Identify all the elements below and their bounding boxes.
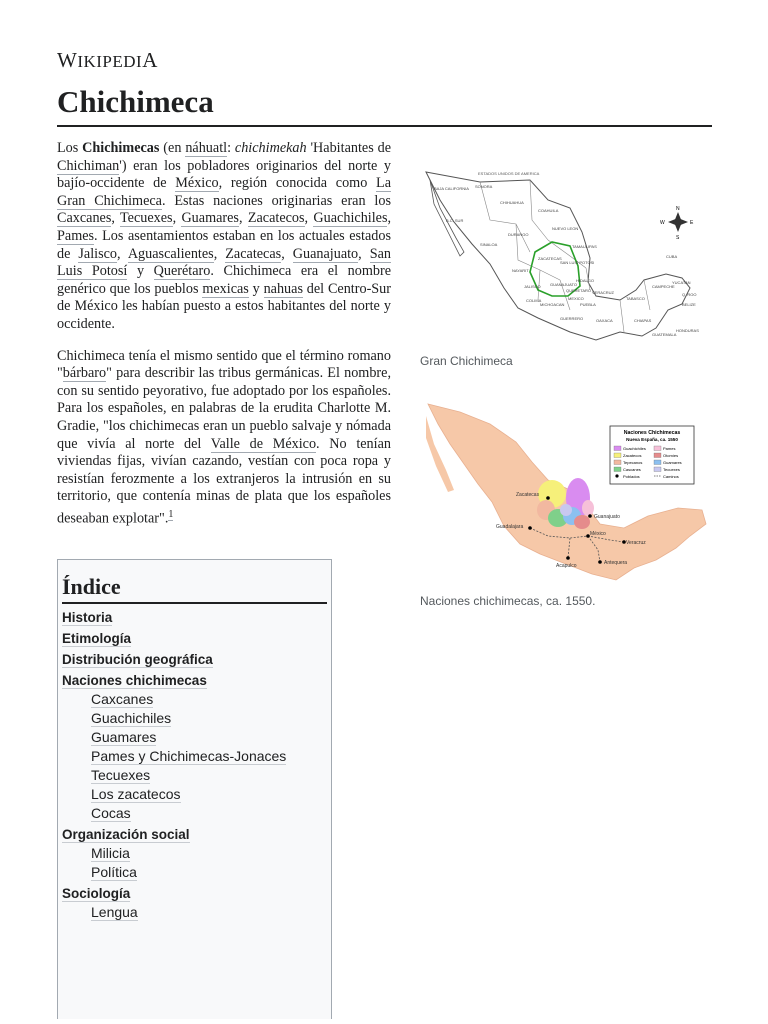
city-mexico: México (590, 531, 606, 537)
legend-swatch (614, 467, 621, 472)
label-zacatecas: ZACATECAS (538, 256, 562, 261)
legend-swatch (654, 446, 661, 451)
label-durango: DURANGO (508, 232, 529, 237)
figure-naciones-chichimecas (420, 398, 710, 608)
page-title: Chichimeca (57, 84, 214, 119)
label-guatemala: GUATEMALA (652, 332, 677, 337)
legend-swatch (614, 460, 621, 465)
label-tamaulipas: TAMAULIPAS (572, 244, 597, 249)
toc-item-lengua[interactable]: Lengua (91, 904, 138, 920)
legend-swatch (654, 467, 661, 472)
link-zacatecos[interactable]: Zacatecos (247, 210, 305, 227)
toc-title: Índice (62, 574, 327, 604)
link-mexicas[interactable]: mexicas (202, 280, 249, 297)
city-guadalajara: Guadalajara (496, 524, 524, 530)
region-tecuexes (560, 504, 572, 516)
toc-item-organizacion[interactable]: Organización social (62, 827, 190, 842)
city-antequera: Antequera (604, 560, 628, 566)
toc-item-guachichiles[interactable]: Guachichiles (91, 710, 172, 726)
legend-swatch (654, 453, 661, 458)
wordmark-last: A (142, 48, 158, 72)
toc-item-distribucion[interactable]: Distribución geográfica (62, 652, 213, 667)
paragraph-2: Chichimeca tenía el mismo sentido que el término romano "bárbaro" para describir las tribus germánicas. El nombre, con su sentido peyorativo, fue adoptado por los españoles. Para los españoles, en palabras de la erudita Charlotte M. Gradie, "los chichimecas eran un pueblo salvaje y nómada que vivía al norte del Valle de México. No tenían viviendas fijas, vivían cazando, vestían con poca ropa y resistían ferozmente a los extranjeros la intrusión en su territorio, que contenía minas de plata que los españoles deseaban explotar".$^1$ (57, 347, 391, 527)
label-sinaloa: SINALOA (480, 242, 498, 247)
legend-title-2: Nueva España, ca. 1550 (626, 437, 678, 442)
toc-item-etimologia[interactable]: Etimología (62, 631, 132, 646)
naciones-chichimecas-map[interactable] (420, 398, 710, 584)
label-yucatan: YUCATAN (672, 280, 691, 285)
toc-item-politica[interactable]: Política (91, 864, 137, 880)
toc-item-zacatecos[interactable]: Los zacatecos (91, 786, 181, 802)
label-oaxaca: OAXACA (596, 318, 613, 323)
wordmark-first: W (57, 48, 78, 72)
link-pames[interactable]: Pames (57, 227, 95, 244)
figure-caption-1: Gran Chichimeca (420, 354, 513, 368)
link-guanajuato[interactable]: Guanajuato (292, 245, 359, 262)
map-header-label: ESTADOS UNIDOS DE AMERICA (478, 171, 540, 176)
legend-swatch (614, 446, 621, 451)
label-guerrero: GUERRERO (560, 316, 584, 321)
label-campeche: CAMPECHE (652, 284, 675, 289)
toc-item-guamares[interactable]: Guamares (91, 729, 157, 745)
toc-list (62, 610, 327, 920)
link-chichiman[interactable]: Chichiman (57, 157, 120, 174)
link-guachichiles[interactable]: Guachichiles (313, 210, 388, 227)
legend-label: Caminos (663, 474, 679, 479)
label-cuba: CUBA (666, 254, 678, 259)
label-jalisco: JALISCO (524, 284, 541, 289)
city-guanajuato: Guanajuato (594, 514, 620, 520)
table-of-contents (57, 559, 332, 1019)
legend-swatch (614, 453, 621, 458)
legend-swatch (615, 474, 618, 477)
paragraph-1: Los Chichimecas (en náhuatl: chichimekah 'Habitantes de Chichiman') eran los pobladores originarios del norte y bajío-occidente de México, región conocida como La Gran Chichimeca. Estas naciones originarias eran los Caxcanes, Tecuexes, Guamares, Zacatecos, Guachichiles, Pames. Los asentamientos estaban en los actuales estados de Jalisco, Aguascalientes, Zacatecas, Guanajuato, San Luis Potosí y Querétaro. Chichimeca era el nombre genérico que los pueblos mexicas y nahuas del Centro-Sur de México les habían puesto a estos habitantes del norte y occidente. (57, 140, 392, 332)
toc-item-naciones[interactable]: Naciones chichimecas (62, 673, 207, 688)
city-acapulco: Acapulco (556, 563, 577, 569)
label-slp: SAN LUIS POTOSI (560, 260, 595, 265)
legend-label: Tecuexes (663, 467, 680, 472)
compass-w: W (660, 220, 665, 226)
figure-gran-chichimeca (420, 160, 710, 368)
label-sonora: SONORA (475, 184, 493, 189)
link-caxcanes[interactable]: Caxcanes (57, 210, 112, 227)
label-guanajuato: GUANAJUATO (550, 282, 577, 287)
label-chihuahua: CHIHUAHUA (500, 200, 524, 205)
toc-item-caxcanes[interactable]: Caxcanes (91, 691, 154, 707)
figure-caption-2: Naciones chichimecas, ca. 1550. (420, 594, 596, 608)
toc-item-tecuexes[interactable]: Tecuexes (91, 767, 151, 783)
label-nayarit: NAYARIT (512, 268, 529, 273)
link-jalisco[interactable]: Jalisco (78, 245, 118, 262)
city-zacatecas: Zacatecas (516, 492, 540, 498)
bold-term: Chichimecas (82, 140, 160, 156)
link-gran-chichimeca[interactable]: La Gran Chichimeca (57, 175, 391, 209)
region-otomies (574, 515, 590, 529)
title-rule (57, 125, 712, 127)
link-guamares[interactable]: Guamares (181, 210, 239, 227)
toc-item-cocas[interactable]: Cocas (91, 805, 131, 821)
label-tabasco: TABASCO (626, 296, 645, 301)
link-san-luis-potosi[interactable]: San Luis Potosí (57, 245, 391, 280)
label-belize: BELIZE (682, 302, 696, 307)
legend-label: Zacatecos (623, 453, 642, 458)
legend-label: Guamares (663, 460, 682, 465)
legend-label: Poblados (623, 474, 640, 479)
label-nuevo-leon: NUEVO LEON (552, 226, 579, 231)
link-zacatecas[interactable]: Zacatecas (225, 245, 282, 262)
link-nahuas[interactable]: nahuas (263, 280, 303, 297)
gran-chichimeca-map[interactable] (420, 160, 708, 348)
legend-swatch (654, 460, 661, 465)
link-tecuexes[interactable]: Tecuexes (119, 210, 173, 227)
label-veracruz: VERACRUZ (592, 290, 615, 295)
toc-item-sociologia[interactable]: Sociología (62, 886, 131, 901)
label-michoacan: MICHOACAN (540, 302, 565, 307)
label-mexico: MEXICO (568, 296, 584, 301)
label-bcs: B.C. SUR (446, 218, 464, 223)
label-queretaro: QUERETARO (566, 288, 592, 293)
label-qroo: Q. ROO (682, 292, 697, 297)
reference-1[interactable]: 1 (168, 508, 174, 520)
link-mexico[interactable]: México (175, 175, 219, 192)
link-queretaro[interactable]: Querétaro (153, 263, 211, 280)
label-bcn: BAJA CALIFORNIA (434, 186, 469, 191)
link-aguascalientes[interactable]: Aguascalientes (127, 245, 214, 262)
legend-label: Tepecanos (623, 460, 643, 465)
wikipedia-wordmark[interactable] (57, 48, 158, 73)
toc-item-milicia[interactable]: Milicia (91, 845, 130, 861)
map-legend (610, 426, 694, 484)
label-puebla: PUEBLA (580, 302, 596, 307)
label-hidalgo: HIDALGO (576, 278, 595, 283)
article-body (57, 140, 391, 542)
legend-label: Otomíes (663, 453, 679, 458)
city-veracruz: Veracruz (626, 540, 646, 546)
legend-label: Pames (663, 446, 676, 451)
toc-item-pames[interactable]: Pames y Chichimecas-Jonaces (91, 748, 287, 764)
link-barbaro[interactable]: bárbaro (62, 365, 107, 382)
region-pames (582, 500, 594, 516)
legend-label: Cascanes (623, 467, 641, 472)
label-coahuila: COAHUILA (538, 208, 559, 213)
link-valle-de-mexico[interactable]: Valle de México (210, 435, 317, 452)
wordmark-rest: IKIPEDI (77, 52, 143, 71)
legend-title-1: Naciones Chichimecas (623, 430, 681, 436)
compass-e: E (690, 220, 694, 226)
legend-label: Guachichiles (623, 446, 646, 451)
compass-n: N (676, 206, 680, 212)
link-nahuatl[interactable]: náhuatl (185, 140, 228, 156)
compass-s: S (676, 235, 680, 241)
label-chiapas: CHIAPAS (634, 318, 652, 323)
toc-item-historia[interactable]: Historia (62, 610, 113, 625)
label-colima: COLIMA (526, 298, 542, 303)
label-honduras: HONDURAS (676, 328, 699, 333)
